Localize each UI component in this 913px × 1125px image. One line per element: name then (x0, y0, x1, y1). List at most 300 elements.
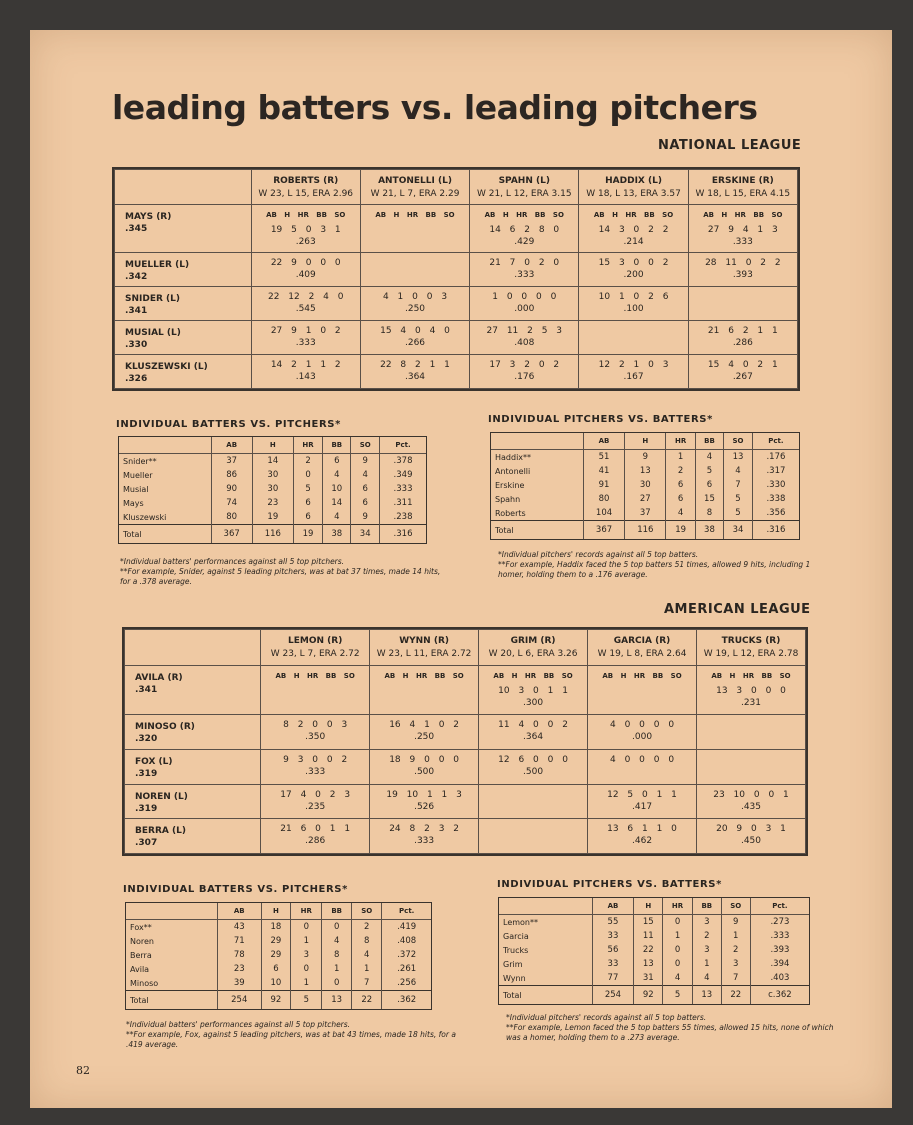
matchup-stats: 14 3 0 2 2 (598, 225, 669, 236)
total-value: 92 (634, 986, 663, 1005)
matchup-average: .333 (295, 338, 316, 349)
stat-value: .356 (752, 506, 799, 521)
column-header: H (252, 437, 293, 454)
matchup-cell (688, 205, 797, 253)
matchup-average: .429 (514, 237, 535, 248)
matchup-average: .364 (523, 732, 544, 743)
stat-value: 13 (724, 450, 753, 465)
player-name: Haddix** (495, 452, 532, 462)
matchup-stats: 23 10 0 0 1 (713, 789, 789, 800)
batter-avg: .319 (135, 803, 158, 814)
matchup-cell (588, 665, 697, 714)
player-name: Avila (130, 964, 150, 974)
total-value: 367 (583, 521, 624, 540)
matchup-cell (370, 749, 479, 784)
matchup-average: .263 (295, 237, 316, 248)
note-line: *Individual batters' performances against all 5 top pitchers. (120, 557, 345, 566)
matchup-stats: 22 8 2 1 1 (380, 360, 450, 371)
pitcher-name: LEMON (R) (288, 636, 343, 646)
column-header: Pct. (750, 898, 809, 915)
stat-value: 1 (322, 962, 352, 976)
matchup-cell (588, 715, 697, 750)
batter-cell (115, 287, 252, 321)
table-row (499, 957, 809, 971)
stat-value: 33 (592, 957, 634, 971)
stat-value: 0 (663, 957, 693, 971)
matchup-average: .286 (305, 836, 326, 847)
matchup-cell (479, 819, 588, 854)
stat-columns-label: AB H HR BB SO (375, 211, 455, 220)
matchup-cell (579, 253, 688, 287)
matchup-stats: 1 0 0 0 0 (492, 292, 557, 303)
batter-row (125, 715, 806, 750)
matchup-average: .000 (632, 732, 653, 743)
stat-value: 0 (293, 468, 322, 482)
matchup-average: .364 (404, 372, 426, 383)
pitcher-header (370, 630, 479, 666)
stat-value: 30 (625, 478, 666, 492)
matchup-cell (697, 819, 806, 854)
matchup-cell (479, 715, 588, 750)
matchup-cell (688, 355, 797, 389)
matchup-average: .409 (295, 270, 316, 281)
matchup-cell (261, 665, 370, 714)
stat-value: 30 (252, 482, 293, 496)
american-matchup-table (122, 627, 808, 856)
al-pitchers-notes (506, 1013, 836, 1043)
total-value: .316 (380, 525, 426, 544)
stat-columns-label: AB H HR BB SO (275, 671, 355, 680)
matchup-stats: 17 4 0 2 3 (280, 789, 351, 800)
stat-value: 0 (291, 962, 322, 976)
stat-value: 3 (692, 943, 721, 957)
stat-value: 80 (583, 492, 624, 506)
header-row (119, 437, 426, 454)
stat-columns-label: AB H HR BB SO (266, 211, 346, 220)
stat-value: 1 (291, 976, 322, 991)
batter-name: MINOSO (R) (135, 722, 195, 733)
table-row (126, 934, 431, 948)
stat-value: 2 (293, 454, 322, 469)
table-row (119, 496, 426, 510)
matchup-average: .100 (623, 304, 644, 315)
batter-row (115, 321, 798, 355)
stat-value: 4 (724, 464, 753, 478)
pitcher-header (360, 170, 469, 205)
matchup-stats: 27 11 2 5 3 (486, 326, 563, 337)
stat-value: 80 (211, 510, 252, 525)
batter-avg: .345 (125, 224, 148, 235)
batter-cell (125, 749, 261, 784)
stat-value: .238 (380, 510, 426, 525)
matchup-grid (124, 629, 806, 854)
stat-value: 29 (261, 934, 291, 948)
al-pitchers-table (498, 897, 810, 1005)
stat-value: 86 (211, 468, 252, 482)
player-name: Mueller (123, 470, 153, 480)
matchup-stats: 21 6 0 1 1 (280, 824, 351, 835)
stat-value: 2 (721, 943, 750, 957)
column-header: HR (663, 898, 693, 915)
table-row (126, 948, 431, 962)
player-name: Antonelli (495, 466, 531, 476)
matchup-average: .408 (514, 338, 535, 349)
table-row (491, 506, 799, 521)
matchup-cell (360, 253, 469, 287)
corner-cell (115, 170, 252, 205)
stat-value: 30 (252, 468, 293, 482)
total-row (126, 991, 431, 1010)
stat-value: 6 (351, 482, 380, 496)
matchup-stats: 15 4 0 2 1 (707, 360, 778, 371)
pitcher-record: W 18, L 13, ERA 3.57 (586, 189, 681, 199)
matchup-average: .450 (740, 836, 762, 847)
note-line: **For example, Haddix faced the 5 top batters 51 times, allowed 9 hits, including 1 homer, holding them to a .176 average. (498, 560, 811, 579)
stat-value: .261 (382, 962, 431, 976)
matchup-average: .333 (732, 237, 753, 248)
stat-value: .393 (750, 943, 809, 957)
batter-avg: .319 (135, 768, 158, 779)
column-header: Pct. (382, 903, 431, 920)
stat-value: 4 (323, 468, 351, 482)
total-value: 19 (666, 521, 695, 540)
column-header: AB (592, 898, 634, 915)
total-value: 367 (211, 525, 252, 544)
stat-value: 9 (351, 454, 380, 469)
total-value: 22 (352, 991, 382, 1010)
stat-value: 43 (218, 920, 262, 935)
batter-cell (115, 253, 252, 287)
total-value: 116 (625, 521, 666, 540)
matchup-cell (251, 321, 360, 355)
batter-avg: .326 (125, 374, 148, 385)
matchup-cell (470, 321, 579, 355)
summary-table (499, 898, 809, 1004)
matchup-average: .176 (514, 372, 535, 383)
stat-value: .372 (382, 948, 431, 962)
stat-value: .176 (752, 450, 799, 465)
total-value: 13 (322, 991, 352, 1010)
stat-columns-label: AB H HR BB SO (384, 671, 464, 680)
stat-value: 5 (695, 464, 723, 478)
column-header: AB (218, 903, 262, 920)
total-value: 92 (261, 991, 291, 1010)
batter-name: SNIDER (L) (125, 294, 181, 305)
stat-value: 78 (218, 948, 262, 962)
stat-value: .403 (750, 971, 809, 986)
batter-name: KLUSZEWSKI (L) (125, 362, 208, 373)
matchup-average: .000 (514, 304, 535, 315)
table-row (499, 929, 809, 943)
matchup-stats: 28 11 0 2 2 (705, 258, 781, 269)
batter-avg: .330 (125, 340, 148, 351)
stat-value: 7 (352, 976, 382, 991)
matchup-stats: 13 6 1 1 0 (607, 824, 677, 835)
player-name: Grim (503, 959, 523, 969)
matchup-cell (470, 205, 579, 253)
batter-cell (125, 819, 261, 854)
nl-batters-title: INDIVIDUAL BATTERS VS. PITCHERS* (116, 419, 341, 430)
matchup-average: .267 (732, 372, 753, 383)
batter-avg: .341 (135, 684, 158, 695)
matchup-cell (370, 715, 479, 750)
note-line: *Individual pitchers' records against all 5 top batters. (506, 1013, 707, 1022)
matchup-stats: 27 9 1 0 2 (270, 326, 341, 337)
player-name: Trucks (503, 945, 529, 955)
stat-value: 51 (583, 450, 624, 465)
header-row (499, 898, 809, 915)
batter-cell (125, 784, 261, 819)
matchup-cell (360, 287, 469, 321)
pitcher-name: SPAHN (L) (498, 176, 550, 186)
stat-value: 6 (666, 478, 695, 492)
pitcher-record: W 23, L 7, ERA 2.72 (270, 649, 360, 659)
pitcher-header (688, 170, 797, 205)
stat-value: 6 (351, 496, 380, 510)
matchup-average: .500 (523, 766, 544, 777)
total-value: 13 (692, 986, 721, 1005)
stat-value: 19 (252, 510, 293, 525)
matchup-stats: 4 0 0 0 0 (609, 720, 675, 731)
stat-value: 74 (211, 496, 252, 510)
stat-value: 1 (666, 450, 695, 465)
pitcher-record: W 23, L 11, ERA 2.72 (376, 649, 472, 659)
pitcher-record: W 18, L 15, ERA 4.15 (695, 189, 791, 199)
table-row (119, 482, 426, 496)
player-name: Minoso (130, 978, 159, 988)
stat-value: 33 (592, 929, 634, 943)
stat-value: 14 (323, 496, 351, 510)
matchup-cell (251, 253, 360, 287)
table-row (499, 915, 809, 930)
stat-value: 1 (291, 934, 322, 948)
player-name: Spahn (495, 494, 521, 504)
note-line: *Individual batters' performances against all 5 top pitchers. (126, 1020, 351, 1029)
stat-value: .256 (382, 976, 431, 991)
matchup-average: .250 (404, 304, 426, 315)
matchup-average: .250 (414, 732, 435, 743)
batter-row (115, 205, 798, 253)
stat-value: 5 (724, 506, 753, 521)
matchup-stats: 27 9 4 1 3 (707, 225, 778, 236)
player-name: Lemon** (503, 917, 538, 927)
matchup-cell (360, 355, 469, 389)
stat-value: 4 (322, 934, 352, 948)
national-matchup-table (112, 167, 800, 391)
pitcher-name: GRIM (R) (510, 636, 556, 646)
pitcher-header (588, 630, 697, 666)
column-header: HR (666, 433, 695, 450)
column-header: BB (322, 903, 352, 920)
stat-value: .378 (380, 454, 426, 469)
matchup-stats: 20 9 0 3 1 (716, 824, 786, 835)
total-value: 254 (218, 991, 262, 1010)
stat-value: 9 (351, 510, 380, 525)
matchup-average: .462 (632, 836, 653, 847)
matchup-cell (579, 287, 688, 321)
total-value: 5 (291, 991, 322, 1010)
stat-columns-label: AB H HR BB SO (602, 671, 682, 680)
stat-columns-label: AB H HR BB SO (493, 671, 573, 680)
summary-table (126, 903, 431, 1009)
pitcher-header (579, 170, 688, 205)
matchup-stats: 14 2 1 1 2 (270, 360, 341, 371)
batter-cell (115, 205, 252, 253)
note-line: **For example, Lemon faced the 5 top batters 55 times, allowed 15 hits, none of which was a homer, holding them to a .273 average. (506, 1023, 834, 1042)
pitcher-header (697, 630, 806, 666)
stat-value: 4 (692, 971, 721, 986)
batter-avg: .342 (125, 272, 148, 283)
matchup-average: .333 (514, 270, 535, 281)
column-header: AB (583, 433, 624, 450)
column-header: H (634, 898, 663, 915)
matchup-average: .435 (740, 801, 762, 812)
batter-row (115, 287, 798, 321)
matchup-stats: 16 4 1 0 2 (389, 720, 460, 731)
stat-value: 6 (293, 510, 322, 525)
stat-value: 6 (323, 454, 351, 469)
matchup-cell (579, 205, 688, 253)
stat-columns-label: AB H HR BB SO (703, 211, 783, 220)
total-row (499, 986, 809, 1005)
matchup-cell (360, 321, 469, 355)
stat-value: 6 (695, 478, 723, 492)
stat-value: 77 (592, 971, 634, 986)
matchup-average: .333 (414, 836, 435, 847)
table-row (119, 454, 426, 469)
column-header: H (261, 903, 291, 920)
total-value: 116 (252, 525, 293, 544)
total-value: 254 (592, 986, 634, 1005)
column-header: BB (692, 898, 721, 915)
stat-value: 7 (724, 478, 753, 492)
batter-row (125, 784, 806, 819)
batter-name: NOREN (L) (135, 791, 188, 802)
total-label: Total (491, 521, 583, 540)
stat-value: 3 (291, 948, 322, 962)
page-title: leading batters vs. leading pitchers (112, 88, 758, 127)
matchup-stats: 8 2 0 0 3 (283, 720, 348, 731)
matchup-average: .266 (404, 338, 426, 349)
matchup-stats: 4 0 0 0 0 (609, 754, 675, 765)
matchup-stats: 10 3 0 1 1 (498, 685, 568, 696)
pitcher-header (470, 170, 579, 205)
stat-value: 2 (352, 920, 382, 935)
batter-name: BERRA (L) (135, 826, 186, 837)
summary-table (119, 437, 426, 543)
stat-value: 10 (261, 976, 291, 991)
stat-columns-label: AB H HR BB SO (593, 211, 674, 220)
stat-value: 18 (261, 920, 291, 935)
stat-value: 9 (721, 915, 750, 930)
national-league-heading: NATIONAL LEAGUE (658, 138, 802, 153)
player-name: Kluszewski (123, 512, 167, 522)
matchup-cell (697, 784, 806, 819)
total-value: .362 (382, 991, 431, 1010)
batter-cell (115, 355, 252, 389)
matchup-cell (370, 665, 479, 714)
corner-cell (125, 630, 261, 666)
stat-value: 22 (634, 943, 663, 957)
pitcher-header (479, 630, 588, 666)
batter-avg: .341 (125, 306, 148, 317)
stat-value: 5 (293, 482, 322, 496)
stat-value: .394 (750, 957, 809, 971)
matchup-average: .350 (305, 732, 326, 743)
stat-value: 27 (625, 492, 666, 506)
stat-value: 2 (692, 929, 721, 943)
stat-value: .273 (750, 915, 809, 930)
batter-name: FOX (L) (135, 756, 173, 767)
player-name: Fox** (130, 922, 152, 932)
stat-value: 56 (592, 943, 634, 957)
matchup-cell (479, 665, 588, 714)
stat-value: 14 (252, 454, 293, 469)
batter-row (125, 749, 806, 784)
column-header: SO (352, 903, 382, 920)
matchup-stats: 12 2 1 0 3 (598, 360, 669, 371)
pitcher-record: W 20, L 6, ERA 3.26 (488, 649, 578, 659)
table-row (499, 971, 809, 986)
stat-value: 37 (211, 454, 252, 469)
matchup-cell (688, 287, 797, 321)
stat-value: 0 (322, 976, 352, 991)
column-header: H (625, 433, 666, 450)
matchup-cell (470, 253, 579, 287)
matchup-stats: 15 4 0 4 0 (380, 326, 450, 337)
stat-value: 6 (293, 496, 322, 510)
matchup-average: .231 (740, 697, 762, 708)
matchup-average: .526 (414, 801, 435, 812)
column-header: Pct. (752, 433, 799, 450)
stat-value: 37 (625, 506, 666, 521)
stat-value: 0 (663, 915, 693, 930)
column-header: SO (351, 437, 380, 454)
stat-value: 1 (663, 929, 693, 943)
total-label: Total (126, 991, 218, 1010)
pitcher-header (251, 170, 360, 205)
batter-row (125, 819, 806, 854)
stat-value: 55 (592, 915, 634, 930)
player-name: Musial (123, 484, 149, 494)
pitcher-name: ERSKINE (R) (711, 176, 774, 186)
matchup-average: .417 (632, 801, 653, 812)
pitcher-record: W 19, L 12, ERA 2.78 (703, 649, 799, 659)
matchup-stats: 22 9 0 0 0 (270, 258, 341, 269)
batter-cell (125, 715, 261, 750)
column-header: HR (291, 903, 322, 920)
matchup-average: .393 (732, 270, 753, 281)
total-value: 38 (323, 525, 351, 544)
player-name: Erskine (495, 480, 525, 490)
batter-cell (115, 321, 252, 355)
stat-value: 4 (352, 948, 382, 962)
player-name: Wynn (503, 973, 526, 983)
matchup-stats: 19 5 0 3 1 (270, 225, 341, 236)
column-header: HR (293, 437, 322, 454)
pitcher-name: ANTONELLI (L) (378, 176, 452, 186)
batter-row (125, 665, 806, 714)
pitcher-record: W 21, L 7, ERA 2.29 (370, 189, 460, 199)
column-header: AB (211, 437, 252, 454)
stat-value: 13 (634, 957, 663, 971)
summary-table (491, 433, 799, 539)
stat-value: .330 (752, 478, 799, 492)
column-header (491, 433, 583, 450)
stat-value: 41 (583, 464, 624, 478)
matchup-cell (470, 287, 579, 321)
matchup-stats: 11 4 0 0 2 (498, 720, 568, 731)
